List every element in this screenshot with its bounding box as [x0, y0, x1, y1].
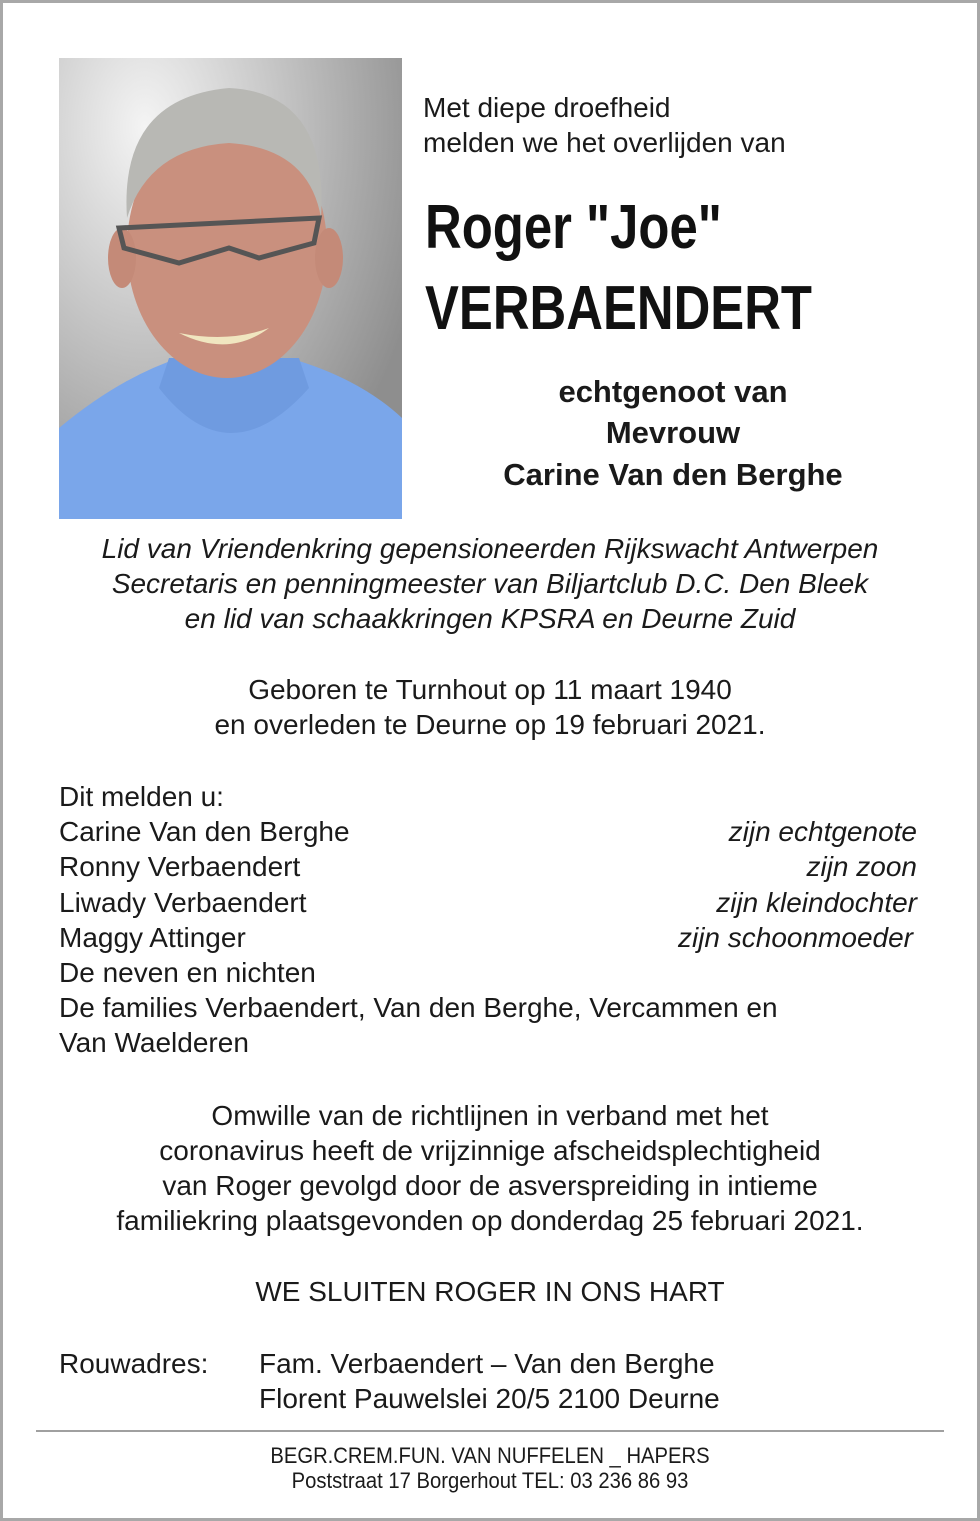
spouse-line-2: Mevrouw: [605, 415, 741, 450]
intro-line-2: melden we het overlijden van: [423, 127, 786, 158]
footer-divider: [36, 1430, 944, 1432]
family-line: De neven en nichten: [59, 957, 316, 988]
address-line-1: Fam. Verbaendert – Van den Berghe: [259, 1348, 715, 1379]
membership-line: en lid van schaakkringen KPSRA en Deurne Zuid: [184, 603, 796, 634]
address-label: Rouwadres:: [59, 1348, 209, 1379]
spouse-line-1: echtgenoot van: [558, 374, 788, 409]
deceased-name-last: VERBAENDERT: [425, 274, 812, 343]
announcer-name: Ronny Verbaendert: [59, 851, 301, 882]
announcer-relation: zijn kleindochter: [716, 887, 917, 918]
announcer-relation: zijn zoon: [806, 851, 917, 882]
spouse-line-3: Carine Van den Berghe: [503, 457, 843, 492]
deceased-name-first: Roger "Joe": [425, 193, 722, 262]
announcer-name: Liwady Verbaendert: [59, 887, 307, 918]
announcers-heading: Dit melden u:: [59, 781, 224, 812]
announcer-name: Maggy Attinger: [59, 922, 246, 953]
death-line: en overleden te Deurne op 19 februari 2021.: [214, 709, 766, 740]
family-line: Van Waelderen: [59, 1027, 249, 1058]
intro-line-1: Met diepe droefheid: [423, 92, 671, 123]
ceremony-line: Omwille van de richtlijnen in verband met het: [211, 1100, 769, 1131]
membership-line: Secretaris en penningmeester van Biljartclub D.C. Den Bleek: [111, 568, 869, 599]
family-line: De families Verbaendert, Van den Berghe, Vercammen en: [59, 992, 778, 1023]
announcer-relation: zijn schoonmoeder: [677, 922, 913, 953]
membership-line: Lid van Vriendenkring gepensioneerden Rijkswacht Antwerpen: [101, 533, 879, 564]
announcer-relation: zijn echtgenote: [728, 816, 917, 847]
funeral-home-name: BEGR.CREM.FUN. VAN NUFFELEN _ HAPERS: [270, 1443, 710, 1468]
ceremony-line: familiekring plaatsgevonden op donderdag 25 februari 2021.: [116, 1205, 864, 1236]
ceremony-line: van Roger gevolgd door de asverspreiding in intieme: [162, 1170, 818, 1201]
funeral-home-address: Poststraat 17 Borgerhout TEL: 03 236 86 93: [291, 1468, 689, 1493]
address-line-2: Florent Pauwelslei 20/5 2100 Deurne: [259, 1383, 720, 1414]
portrait-photo: [59, 58, 402, 519]
closing-line: WE SLUITEN ROGER IN ONS HART: [255, 1276, 725, 1307]
ceremony-line: coronavirus heeft de vrijzinnige afscheidsplechtigheid: [159, 1135, 821, 1166]
birth-line: Geboren te Turnhout op 11 maart 1940: [248, 674, 732, 705]
announcer-name: Carine Van den Berghe: [59, 816, 350, 847]
